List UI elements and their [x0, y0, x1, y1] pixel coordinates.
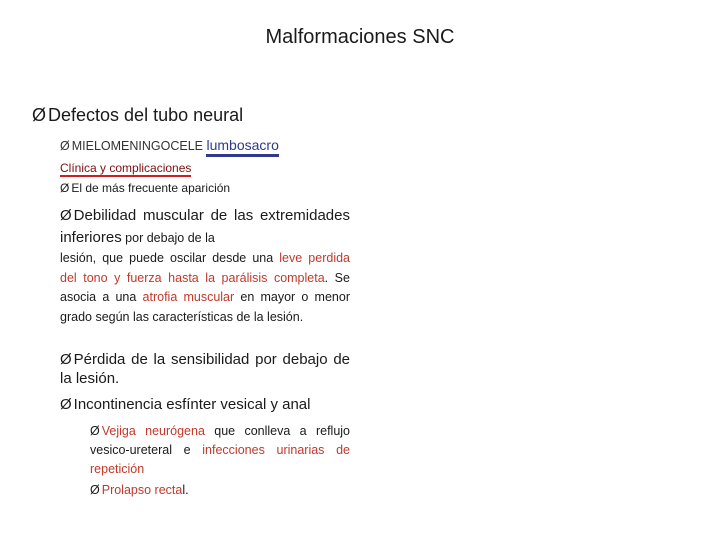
bullet-arrow-icon: Ø	[90, 483, 100, 497]
incontinencia-text: Incontinencia esfínter vesical y anal	[73, 396, 311, 413]
heading-defectos	[32, 105, 243, 126]
bullet-arrow-icon: Ø	[32, 105, 47, 125]
lesion-text-1: lesión, que puede oscilar desde una	[60, 251, 280, 265]
vejiga-highlight-2: infecciones urinarias de repetición	[90, 443, 351, 476]
bullet-arrow-icon: Ø	[60, 207, 72, 224]
lesion-highlight-1: leve perdida del tono y fuerza hasta la parálisis completa	[60, 251, 350, 285]
lesion-paragraph	[60, 249, 350, 327]
frecuente-text: El de más frecuente aparición	[71, 181, 231, 195]
bullet-arrow-icon: Ø	[60, 351, 72, 368]
bullet-arrow-icon: Ø	[60, 139, 70, 153]
mielo-prefix: MIELOMENINGOCELE	[71, 139, 207, 153]
bullet-arrow-icon: Ø	[90, 424, 100, 438]
debilidad-small: por debajo de la	[121, 231, 215, 245]
incontinencia-bullet	[60, 396, 310, 413]
prolapso-tail: l.	[182, 483, 189, 497]
mielo-suffix: lumbosacro	[206, 137, 278, 157]
vejiga-text: que conlleva a reflujo vesico-ureteral e	[90, 424, 351, 457]
prolapso-highlight: Prolapso recta	[101, 483, 183, 497]
perdida-text: Pérdida de la sensibilidad por debajo de la lesión.	[60, 351, 350, 387]
bullet-arrow-icon: Ø	[60, 396, 72, 413]
slide-title: Malformaciones SNC	[265, 26, 455, 48]
clinica-heading: Clínica y complicaciones	[60, 161, 192, 175]
vejiga-bullet	[90, 422, 350, 479]
debilidad-bullet	[60, 205, 350, 249]
mielomeningocele-line	[60, 137, 279, 153]
lesion-text-3: en mayor o menor grado según las características de la lesión.	[60, 290, 350, 324]
heading-text: Defectos del tubo neural	[48, 105, 244, 125]
perdida-bullet	[60, 350, 350, 388]
prolapso-bullet	[90, 483, 189, 497]
lesion-highlight-2: atrofia muscular	[142, 290, 235, 304]
lesion-text-2: . Se asocia a una	[60, 270, 350, 304]
frecuente-bullet	[60, 181, 230, 195]
vejiga-highlight: Vejiga neurógena	[101, 424, 215, 438]
bullet-arrow-icon: Ø	[60, 181, 70, 195]
debilidad-main: Debilidad muscular de las extremidades inferiores	[60, 207, 350, 246]
